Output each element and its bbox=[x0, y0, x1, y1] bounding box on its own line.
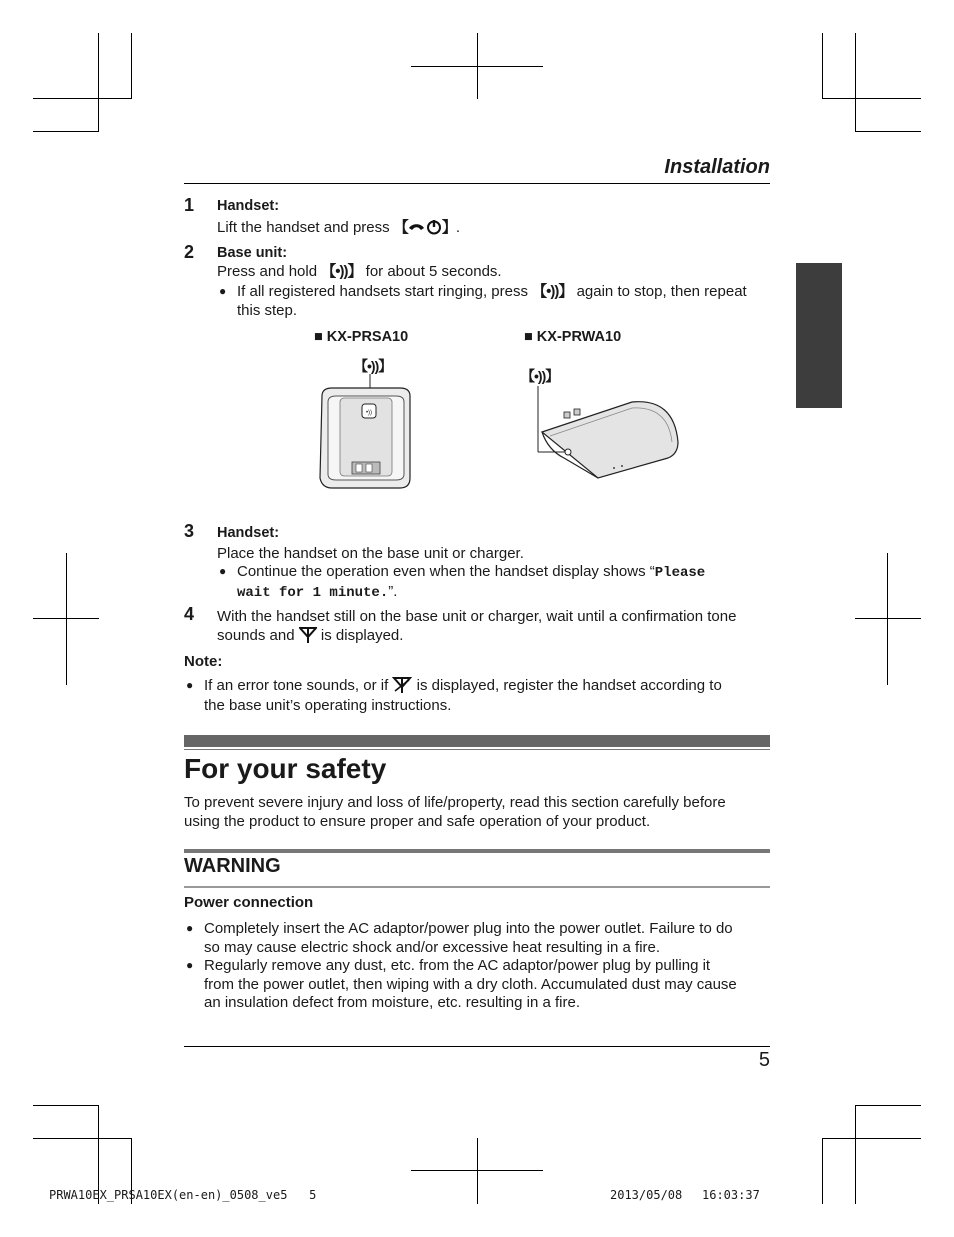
step-1-text: Lift the handset and press 【 】. bbox=[217, 219, 460, 236]
step-2-text: Press and hold 【•))】 for about 5 seconds. bbox=[217, 263, 502, 280]
bullet-icon: ● bbox=[219, 564, 227, 578]
warning-b2-line2: from the power outlet, then wiping with a dry cloth. Accumulated dust may cause bbox=[204, 976, 737, 993]
base-unit-illustration bbox=[316, 370, 416, 494]
print-date: 2013/05/08 bbox=[610, 1188, 683, 1202]
safety-intro-line1: To prevent severe injury and loss of life/property, read this section carefully before bbox=[184, 794, 726, 811]
warning-top-rule bbox=[184, 849, 770, 853]
warning-b2-line1: Regularly remove any dust, etc. from the AC adaptor/power plug by pulling it bbox=[204, 957, 711, 974]
warning-title: WARNING bbox=[184, 855, 281, 877]
paging-icon: 【•))】 bbox=[532, 283, 573, 300]
note-line2: the base unit’s operating instructions. bbox=[204, 697, 452, 714]
prsa10-key-callout: 【•))】 bbox=[354, 358, 392, 374]
warning-b1-line2: so may cause electric shock and/or excessive heat resulting in a fire. bbox=[204, 939, 661, 956]
warning-b2-line3: an insulation defect from moisture, etc. resulting in a fire. bbox=[204, 994, 581, 1011]
charger-illustration bbox=[534, 380, 684, 480]
warning-bottom-rule bbox=[184, 886, 770, 888]
paging-icon: 【•))】 bbox=[321, 263, 362, 280]
step-4-number: 4 bbox=[184, 604, 195, 624]
step-3-bullet-line1: Continue the operation even when the handset display shows “Please bbox=[237, 563, 706, 581]
bullet-icon: ● bbox=[186, 958, 194, 972]
step-2-bullet-line1: If all registered handsets start ringing, press 【•))】 again to stop, then repeat bbox=[237, 283, 747, 300]
footer-rule bbox=[184, 1046, 770, 1047]
svg-text:•)): •)) bbox=[365, 410, 373, 416]
step-2-number: 2 bbox=[184, 242, 195, 262]
step-3-text: Place the handset on the base unit or charger. bbox=[217, 545, 524, 562]
antenna-off-icon bbox=[392, 677, 412, 693]
print-time: 16:03:37 bbox=[702, 1188, 760, 1202]
warning-b1-line1: Completely insert the AC adaptor/power plug into the power outlet. Failure to do bbox=[204, 920, 733, 937]
antenna-icon bbox=[299, 627, 317, 643]
step-1-label: Handset: bbox=[217, 198, 280, 214]
print-slug: PRWA10EX_PRSA10EX(en-en)_0508_ve5 5 bbox=[49, 1188, 317, 1202]
side-tab bbox=[796, 263, 842, 408]
model-label-prsa10: ■ KX-PRSA10 bbox=[314, 329, 409, 345]
bullet-icon: ● bbox=[219, 284, 227, 298]
step-3-label: Handset: bbox=[217, 525, 280, 541]
safety-intro-line2: using the product to ensure proper and safe operation of your product. bbox=[184, 813, 651, 830]
prwa10-key-callout: 【•))】 bbox=[521, 368, 559, 384]
page-number: 5 bbox=[758, 1049, 770, 1071]
bullet-icon: ● bbox=[186, 921, 194, 935]
safety-title: For your safety bbox=[184, 753, 387, 784]
note-title: Note: bbox=[184, 653, 223, 670]
step-3-bullet-line2: wait for 1 minute.”. bbox=[237, 583, 398, 601]
step-4-line1: With the handset still on the base unit or charger, wait until a confirmation tone bbox=[217, 608, 737, 625]
power-connection-title: Power connection bbox=[184, 894, 314, 911]
step-2-bullet-line2: this step. bbox=[237, 302, 298, 319]
note-line1: If an error tone sounds, or if is displayed, register the handset according to bbox=[204, 677, 722, 694]
step-2-label: Base unit: bbox=[217, 245, 288, 261]
model-label-prwa10: ■ KX-PRWA10 bbox=[524, 329, 622, 345]
handset-power-icon bbox=[408, 219, 442, 235]
step-4-line2: sounds and is displayed. bbox=[217, 627, 404, 644]
step-3-number: 3 bbox=[184, 521, 195, 541]
header-rule bbox=[184, 183, 770, 184]
bullet-icon: ● bbox=[186, 678, 194, 692]
section-bar-thin bbox=[184, 749, 770, 750]
section-bar bbox=[184, 735, 770, 747]
section-title: Installation bbox=[664, 156, 770, 178]
step-1-number: 1 bbox=[184, 195, 195, 215]
